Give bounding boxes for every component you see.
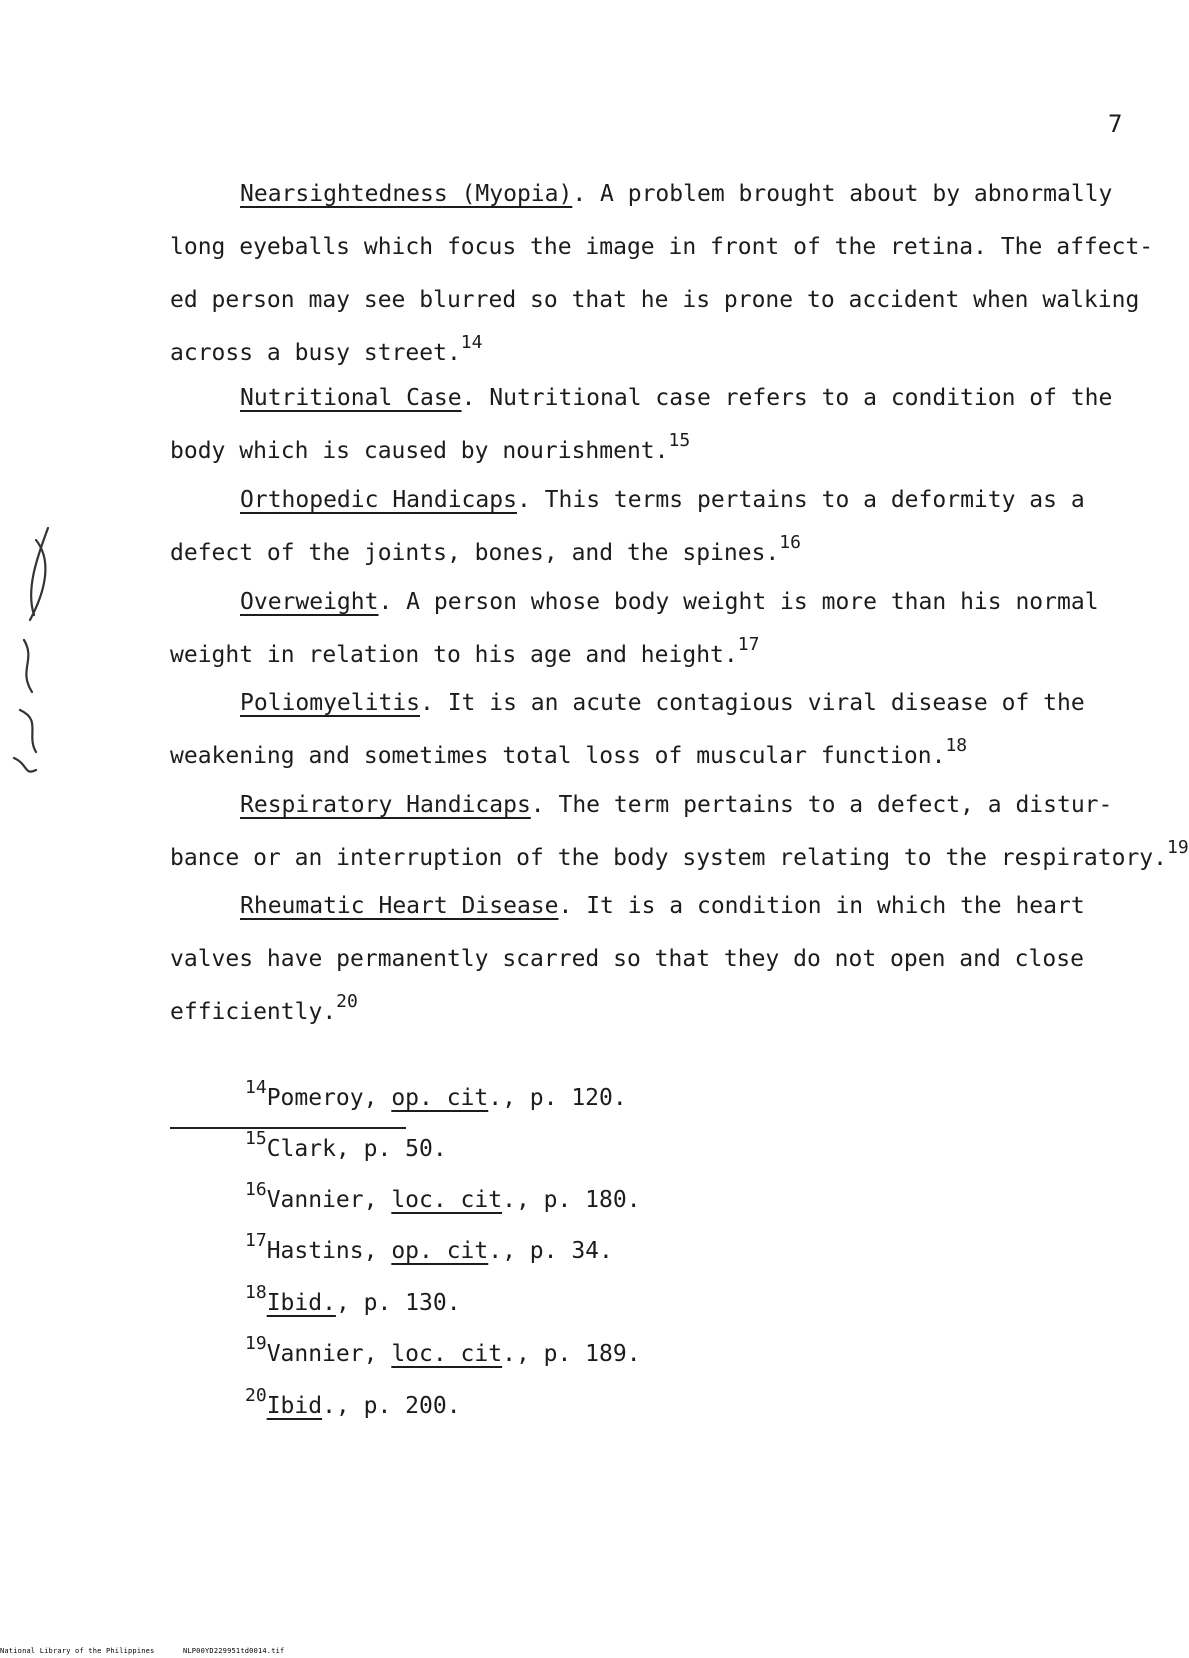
entry-term: Poliomyelitis <box>240 690 421 716</box>
entry-line <box>170 372 1152 425</box>
footnote-marker: 14 <box>460 332 483 353</box>
footnote-marker: 16 <box>779 532 801 553</box>
footnote-author: Pomeroy, <box>266 1085 392 1111</box>
footnote <box>245 1230 613 1264</box>
entry-text: long eyeballs which focus the image in front of the retina. The affect- <box>170 234 1154 260</box>
scan-footer <box>0 1647 308 1655</box>
entry-line <box>170 779 1152 832</box>
footnote-number: 19 <box>245 1333 267 1354</box>
footnote-page: ., p. 120. <box>488 1085 627 1111</box>
footnote-marker: 15 <box>668 430 691 451</box>
footnote-number: 14 <box>245 1077 267 1098</box>
footnote-number: 17 <box>245 1230 267 1251</box>
entry-line <box>170 576 1152 629</box>
glossary-entry <box>170 474 1152 580</box>
entry-term: Orthopedic Handicaps <box>240 487 517 513</box>
entry-text: valves have permanently scarred so that they do not open and close <box>170 946 1084 972</box>
footnote-marker: 18 <box>945 735 968 756</box>
entry-text: weakening and sometimes total loss of muscular function. <box>170 743 946 769</box>
entry-term: Nearsightedness (Myopia) <box>240 181 573 207</box>
entry-text: . It is a condition in which the heart <box>558 893 1085 919</box>
entry-text: weight in relation to his age and height. <box>170 642 738 668</box>
entry-text: . The term pertains to a defect, a distur- <box>530 792 1113 818</box>
footnote <box>245 1385 461 1419</box>
entry-term: Overweight <box>240 589 379 615</box>
footnote-page: ., p. 180. <box>502 1187 641 1213</box>
glossary-entry <box>170 779 1189 885</box>
entry-text: ed person may see blurred so that he is prone to accident when walking <box>170 287 1140 313</box>
entry-term: Respiratory Handicaps <box>240 792 531 818</box>
entry-text: across a busy street. <box>170 340 461 366</box>
entry-line <box>170 730 1152 783</box>
footnote <box>245 1077 627 1111</box>
footnote-page: ., p. 34. <box>488 1238 613 1264</box>
entry-line <box>170 933 1152 986</box>
footnote-author: Vannier, <box>266 1341 392 1367</box>
entry-term: Nutritional Case <box>240 385 462 411</box>
footnote-number: 20 <box>245 1385 267 1406</box>
footnote-reference: op. cit <box>391 1238 489 1264</box>
footnote-marker: 19 <box>1167 837 1189 858</box>
page-number: 7 <box>1108 110 1123 138</box>
footnote-number: 16 <box>245 1179 267 1200</box>
glossary-entry <box>170 372 1152 478</box>
entry-line <box>170 425 1152 478</box>
glossary-entry <box>170 168 1152 380</box>
footnote-marker: 20 <box>336 991 358 1012</box>
entry-text: . Nutritional case refers to a condition of the <box>461 385 1113 411</box>
entry-line <box>170 880 1152 933</box>
footnote <box>245 1333 641 1367</box>
entry-text: body which is caused by nourishment. <box>170 438 669 464</box>
footnote-page: ., p. 200. <box>322 1393 461 1419</box>
footnote-reference: loc. cit <box>391 1187 503 1213</box>
entry-text: . A person whose body weight is more than his normal <box>378 589 1099 615</box>
entry-line <box>170 221 1152 274</box>
entry-line <box>170 986 1152 1039</box>
entry-text: . It is an acute contagious viral disease of the <box>420 690 1085 716</box>
footnote-reference: loc. cit <box>391 1341 503 1367</box>
entry-text: efficiently. <box>170 999 337 1025</box>
footnote-page: ., p. 189. <box>502 1341 641 1367</box>
glossary-entry <box>170 880 1152 1039</box>
footnote-number: 15 <box>245 1128 267 1149</box>
footnote-author: Vannier, <box>266 1187 392 1213</box>
entry-line <box>170 168 1152 221</box>
entry-text: . A problem brought about by abnormally <box>572 181 1113 207</box>
entry-term: Rheumatic Heart Disease <box>240 893 559 919</box>
footnote <box>245 1128 447 1162</box>
entry-line <box>170 832 1189 885</box>
entry-line <box>170 527 1152 580</box>
footnote <box>245 1179 641 1213</box>
footnote-author: Clark, p. 50. <box>266 1136 447 1162</box>
entry-text: defect of the joints, bones, and the spines. <box>170 540 780 566</box>
entry-line <box>170 629 1152 682</box>
handwritten-signature <box>6 520 66 780</box>
footnote-reference: Ibid. <box>266 1290 336 1316</box>
footnote-divider <box>170 1127 406 1129</box>
footnote-marker: 17 <box>737 634 760 655</box>
glossary-entry <box>170 576 1152 682</box>
footer-file: NLP00YD229951td0014.tif <box>182 1647 285 1655</box>
entry-text: bance or an interruption of the body system relating to the respiratory. <box>170 845 1167 871</box>
footnote <box>245 1282 461 1316</box>
footnote-reference: Ibid <box>266 1393 323 1419</box>
entry-line <box>170 274 1152 327</box>
footnote-author: Hastins, <box>266 1238 392 1264</box>
glossary-entry <box>170 677 1152 783</box>
entry-line <box>170 474 1152 527</box>
footnote-page: , p. 130. <box>335 1290 461 1316</box>
footnote-reference: op. cit <box>391 1085 489 1111</box>
footnote-number: 18 <box>245 1282 267 1303</box>
entry-line <box>170 677 1152 730</box>
entry-text: . This terms pertains to a deformity as a <box>516 487 1085 513</box>
footer-library: National Library of the Philippines <box>0 1647 155 1655</box>
